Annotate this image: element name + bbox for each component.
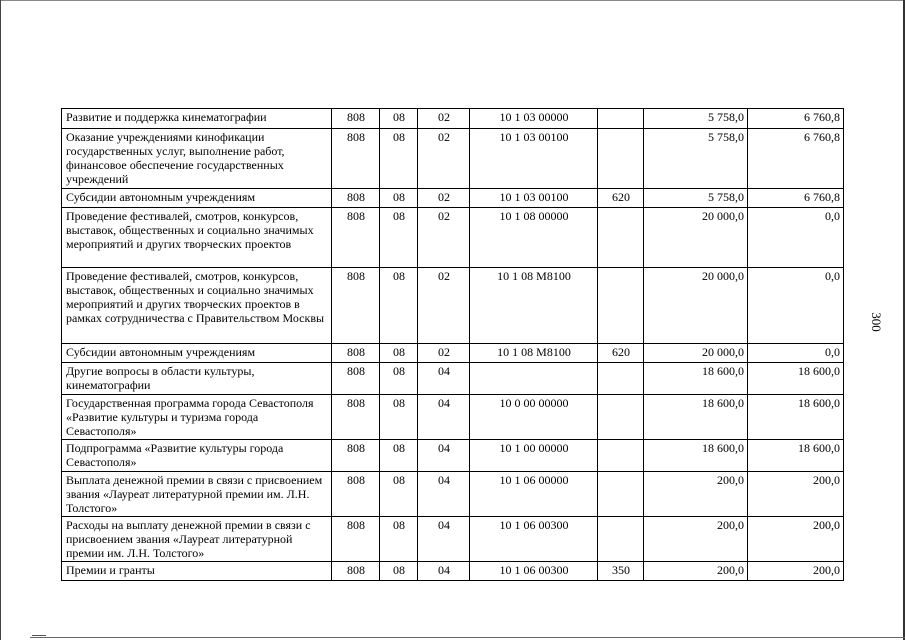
section-code: 08 <box>380 268 418 344</box>
target-article-code: 10 1 03 00100 <box>470 189 598 208</box>
section-code: 08 <box>380 440 418 472</box>
row-name: Подпрограмма «Развитие культуры города Севастополя» <box>62 440 332 472</box>
target-article-code: 10 1 08 М8100 <box>470 344 598 363</box>
expense-type-code <box>598 395 644 440</box>
expense-type-code <box>598 109 644 129</box>
amount-year-2: 6 760,8 <box>748 109 844 129</box>
expense-type-code: 620 <box>598 344 644 363</box>
subsection-code: 04 <box>418 562 470 581</box>
amount-year-1: 20 000,0 <box>644 268 748 344</box>
table-row <box>62 395 844 440</box>
section-code: 08 <box>380 208 418 268</box>
scan-mark <box>32 635 46 636</box>
amount-year-1: 18 600,0 <box>644 395 748 440</box>
amount-year-2: 200,0 <box>748 562 844 581</box>
ministry-code: 808 <box>332 517 380 562</box>
amount-year-2: 0,0 <box>748 344 844 363</box>
amount-year-2: 6 760,8 <box>748 129 844 189</box>
table-row <box>62 472 844 517</box>
target-article-code: 10 1 03 00100 <box>470 129 598 189</box>
ministry-code: 808 <box>332 344 380 363</box>
subsection-code: 04 <box>418 363 470 395</box>
row-name: Оказание учреждениями кинофикации государственных услуг, выполнение работ, финансовое обеспечение государственных учреждений <box>62 129 332 189</box>
row-name: Расходы на выплату денежной премии в связи с присвоением звания «Лауреат литературной премии им. Л.Н. Толстого» <box>62 517 332 562</box>
expense-type-code <box>598 440 644 472</box>
target-article-code: 10 1 08 00000 <box>470 208 598 268</box>
section-code: 08 <box>380 472 418 517</box>
budget-table-body <box>62 109 844 581</box>
amount-year-1: 18 600,0 <box>644 440 748 472</box>
section-code: 08 <box>380 395 418 440</box>
target-article-code: 10 1 06 00300 <box>470 562 598 581</box>
amount-year-1: 18 600,0 <box>644 363 748 395</box>
subsection-code: 04 <box>418 440 470 472</box>
ministry-code: 808 <box>332 440 380 472</box>
expense-type-code: 350 <box>598 562 644 581</box>
table-row <box>62 440 844 472</box>
table-row <box>62 109 844 129</box>
row-name: Премии и гранты <box>62 562 332 581</box>
subsection-code: 02 <box>418 109 470 129</box>
section-code: 08 <box>380 129 418 189</box>
table-row <box>62 268 844 344</box>
row-name: Государственная программа города Севастополя «Развитие культуры и туризма города Севастополя» <box>62 395 332 440</box>
section-code: 08 <box>380 562 418 581</box>
target-article-code: 10 0 00 00000 <box>470 395 598 440</box>
budget-table <box>61 108 844 581</box>
section-code: 08 <box>380 109 418 129</box>
table-row <box>62 517 844 562</box>
page-left-edge <box>0 0 1 640</box>
subsection-code: 04 <box>418 395 470 440</box>
ministry-code: 808 <box>332 472 380 517</box>
expense-type-code: 620 <box>598 189 644 208</box>
target-article-code: 10 1 03 00000 <box>470 109 598 129</box>
amount-year-2: 6 760,8 <box>748 189 844 208</box>
ministry-code: 808 <box>332 562 380 581</box>
row-name: Другие вопросы в области культуры, кинематографии <box>62 363 332 395</box>
row-name: Субсидии автономным учреждениям <box>62 189 332 208</box>
target-article-code: 10 1 06 00300 <box>470 517 598 562</box>
amount-year-1: 20 000,0 <box>644 208 748 268</box>
page-bottom-edge <box>30 637 905 638</box>
table-row <box>62 129 844 189</box>
ministry-code: 808 <box>332 395 380 440</box>
subsection-code: 02 <box>418 129 470 189</box>
expense-type-code <box>598 129 644 189</box>
section-code: 08 <box>380 189 418 208</box>
amount-year-1: 200,0 <box>644 562 748 581</box>
amount-year-1: 200,0 <box>644 472 748 517</box>
ministry-code: 808 <box>332 268 380 344</box>
section-code: 08 <box>380 363 418 395</box>
expense-type-code <box>598 208 644 268</box>
subsection-code: 04 <box>418 472 470 517</box>
target-article-code: 10 1 00 00000 <box>470 440 598 472</box>
amount-year-2: 18 600,0 <box>748 395 844 440</box>
target-article-code: 10 1 06 00000 <box>470 472 598 517</box>
ministry-code: 808 <box>332 208 380 268</box>
amount-year-1: 20 000,0 <box>644 344 748 363</box>
table-row <box>62 363 844 395</box>
table-row <box>62 189 844 208</box>
row-name: Развитие и поддержка кинематографии <box>62 109 332 129</box>
ministry-code: 808 <box>332 363 380 395</box>
amount-year-1: 5 758,0 <box>644 109 748 129</box>
ministry-code: 808 <box>332 129 380 189</box>
table-row <box>62 208 844 268</box>
amount-year-1: 5 758,0 <box>644 189 748 208</box>
subsection-code: 02 <box>418 268 470 344</box>
table-row <box>62 562 844 581</box>
row-name: Проведение фестивалей, смотров, конкурсов, выставок, общественных и социально значимых мероприятий и других творческих проектов <box>62 208 332 268</box>
row-name: Выплата денежной премии в связи с присвоением звания «Лауреат литературной премии им. Л.Н. Толстого» <box>62 472 332 517</box>
amount-year-2: 200,0 <box>748 472 844 517</box>
ministry-code: 808 <box>332 189 380 208</box>
target-article-code: 10 1 08 М8100 <box>470 268 598 344</box>
expense-type-code <box>598 472 644 517</box>
amount-year-2: 18 600,0 <box>748 440 844 472</box>
row-name: Проведение фестивалей, смотров, конкурсов, выставок, общественных и социально значимых мероприятий и других творческих проектов в рамках сотрудничества с Правительством Москвы <box>62 268 332 344</box>
table-row <box>62 344 844 363</box>
expense-type-code <box>598 363 644 395</box>
subsection-code: 02 <box>418 189 470 208</box>
amount-year-2: 0,0 <box>748 208 844 268</box>
section-code: 08 <box>380 517 418 562</box>
target-article-code <box>470 363 598 395</box>
subsection-code: 04 <box>418 517 470 562</box>
page-number: 300 <box>868 312 884 332</box>
row-name: Субсидии автономным учреждениям <box>62 344 332 363</box>
ministry-code: 808 <box>332 109 380 129</box>
expense-type-code <box>598 517 644 562</box>
amount-year-2: 18 600,0 <box>748 363 844 395</box>
amount-year-2: 200,0 <box>748 517 844 562</box>
amount-year-1: 5 758,0 <box>644 129 748 189</box>
amount-year-1: 200,0 <box>644 517 748 562</box>
page-top-edge <box>0 0 905 1</box>
subsection-code: 02 <box>418 208 470 268</box>
section-code: 08 <box>380 344 418 363</box>
expense-type-code <box>598 268 644 344</box>
subsection-code: 02 <box>418 344 470 363</box>
amount-year-2: 0,0 <box>748 268 844 344</box>
